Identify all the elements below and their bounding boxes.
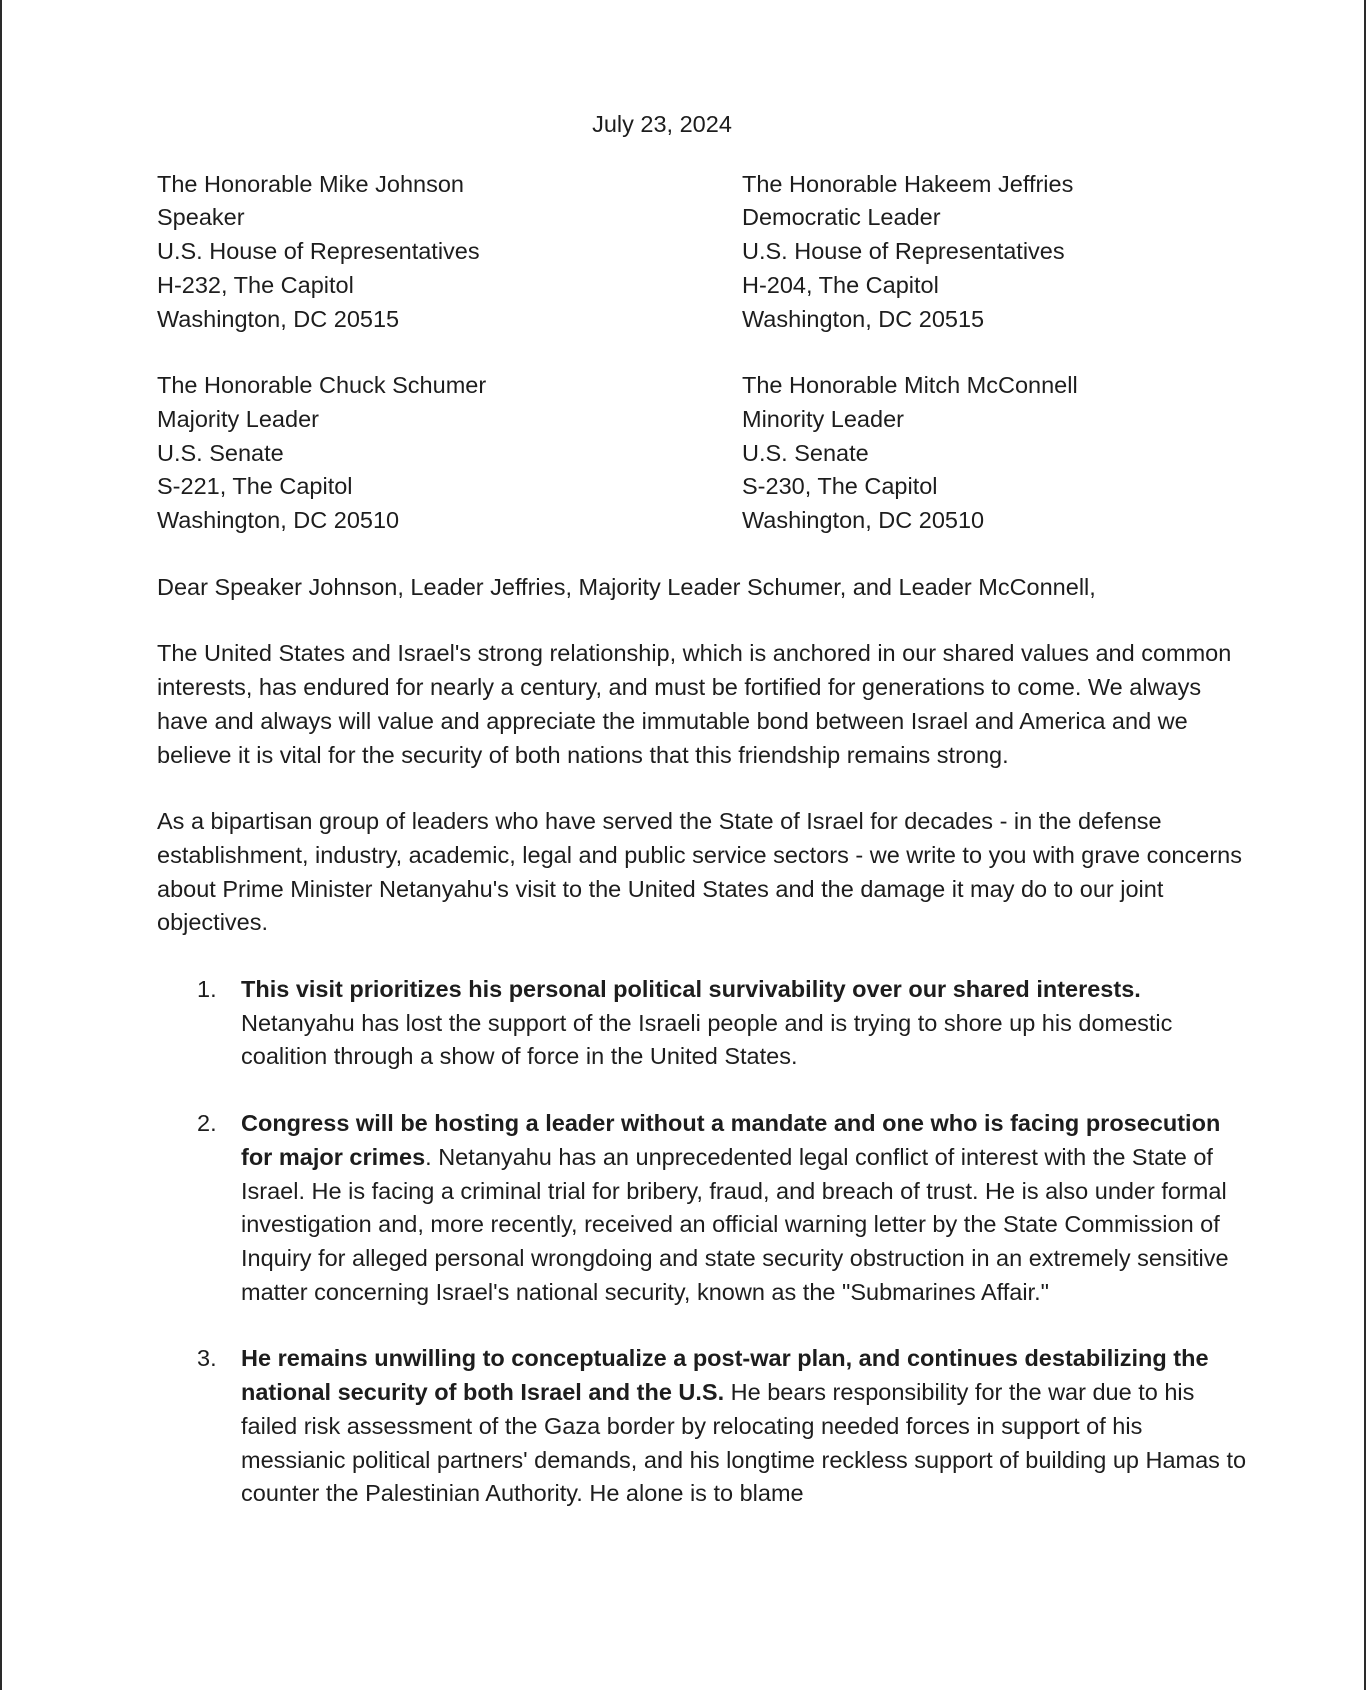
addressee-office: S-221, The Capitol bbox=[157, 473, 353, 500]
addressee-body: U.S. House of Representatives bbox=[157, 238, 480, 265]
list-item-number: 1. bbox=[197, 976, 217, 1003]
addressee-schumer bbox=[157, 369, 742, 538]
addressee-office: H-204, The Capitol bbox=[742, 271, 939, 298]
addressee-name: The Honorable Hakeem Jeffries bbox=[742, 170, 1074, 197]
list-item-number: 3. bbox=[197, 1345, 217, 1372]
list-item bbox=[157, 1107, 1247, 1309]
addressee-office: S-230, The Capitol bbox=[742, 473, 938, 500]
addressee-city: Washington, DC 20515 bbox=[742, 305, 985, 332]
list-item bbox=[157, 1342, 1247, 1511]
letter-page bbox=[157, 108, 1247, 1544]
addressee-title: Majority Leader bbox=[157, 405, 319, 432]
addressee-johnson bbox=[157, 168, 742, 337]
paragraph-concerns: As a bipartisan group of leaders who have served the State of Israel for decades - in the defense establishment, industry, academic, legal and public service sectors - we write to you with grave concerns about Prime Minister Netanyahu's visit to the United States and the damage it may do to our joint objectives. bbox=[157, 808, 1242, 936]
list-item-heading: He remains unwilling to conceptualize a post-war plan, and continues destabilizing the national security of both Israel and the U.S. bbox=[241, 1345, 1209, 1406]
paragraph-relationship: The United States and Israel's strong relationship, which is anchored in our shared values and common interests, has endured for nearly a century, and must be fortified for generations to come. We always have and always will value and appreciate the immutable bond between Israel and America and we believe it is vital for the security of both nations that this friendship remains strong. bbox=[157, 640, 1232, 768]
addressee-title: Democratic Leader bbox=[742, 204, 941, 231]
list-item-heading: This visit prioritizes his personal political survivability over our shared interests. bbox=[241, 976, 1141, 1003]
addressee-block bbox=[157, 168, 1247, 571]
addressee-name: The Honorable Mitch McConnell bbox=[742, 372, 1078, 399]
addressee-name: The Honorable Chuck Schumer bbox=[157, 372, 487, 399]
list-item bbox=[157, 973, 1247, 1074]
letter-date: July 23, 2024 bbox=[592, 111, 732, 137]
list-item-number: 2. bbox=[197, 1110, 217, 1137]
addressee-mcconnell bbox=[742, 369, 1242, 538]
addressee-name: The Honorable Mike Johnson bbox=[157, 170, 464, 197]
list-item-text: Netanyahu has lost the support of the Israeli people and is trying to shore up his domestic coalition through a show of force in the United States. bbox=[241, 1009, 1173, 1070]
addressee-body: U.S. Senate bbox=[157, 439, 284, 466]
addressee-body: U.S. Senate bbox=[742, 439, 869, 466]
addressee-city: Washington, DC 20510 bbox=[742, 507, 985, 534]
addressee-jeffries bbox=[742, 168, 1242, 337]
list-item-text: He bears responsibility for the war due to his failed risk assessment of the Gaza border by relocating needed forces in support of his messianic political partners' demands, and his longtime reckless support of building up Hamas to counter the Palestinian Authority. He alone is to blame bbox=[241, 1379, 1247, 1507]
addressee-body: U.S. House of Representatives bbox=[742, 238, 1065, 265]
left-border bbox=[0, 0, 2, 1690]
salutation: Dear Speaker Johnson, Leader Jeffries, Majority Leader Schumer, and Leader McConnell, bbox=[157, 573, 1096, 600]
list-item-heading: Congress will be hosting a leader without a mandate and one who is facing prosecution for major crimes bbox=[241, 1110, 1221, 1170]
concerns-list bbox=[157, 973, 1247, 1511]
list-item-text: . Netanyahu has an unprecedented legal conflict of interest with the State of Israel. He is facing a criminal trial for bribery, fraud, and breach of trust. He is also under formal investigation and, more recently, received an official warning letter by the State Commission of Inquiry for alleged personal wrongdoing and state security obstruction in an extremely sensitive matter concerning Israel's national security, known as the "Submarines Affair." bbox=[241, 1143, 1229, 1305]
addressee-title: Minority Leader bbox=[742, 405, 904, 432]
addressee-title: Speaker bbox=[157, 204, 245, 231]
addressee-office: H-232, The Capitol bbox=[157, 271, 354, 298]
addressee-city: Washington, DC 20510 bbox=[157, 507, 400, 534]
addressee-city: Washington, DC 20515 bbox=[157, 305, 400, 332]
